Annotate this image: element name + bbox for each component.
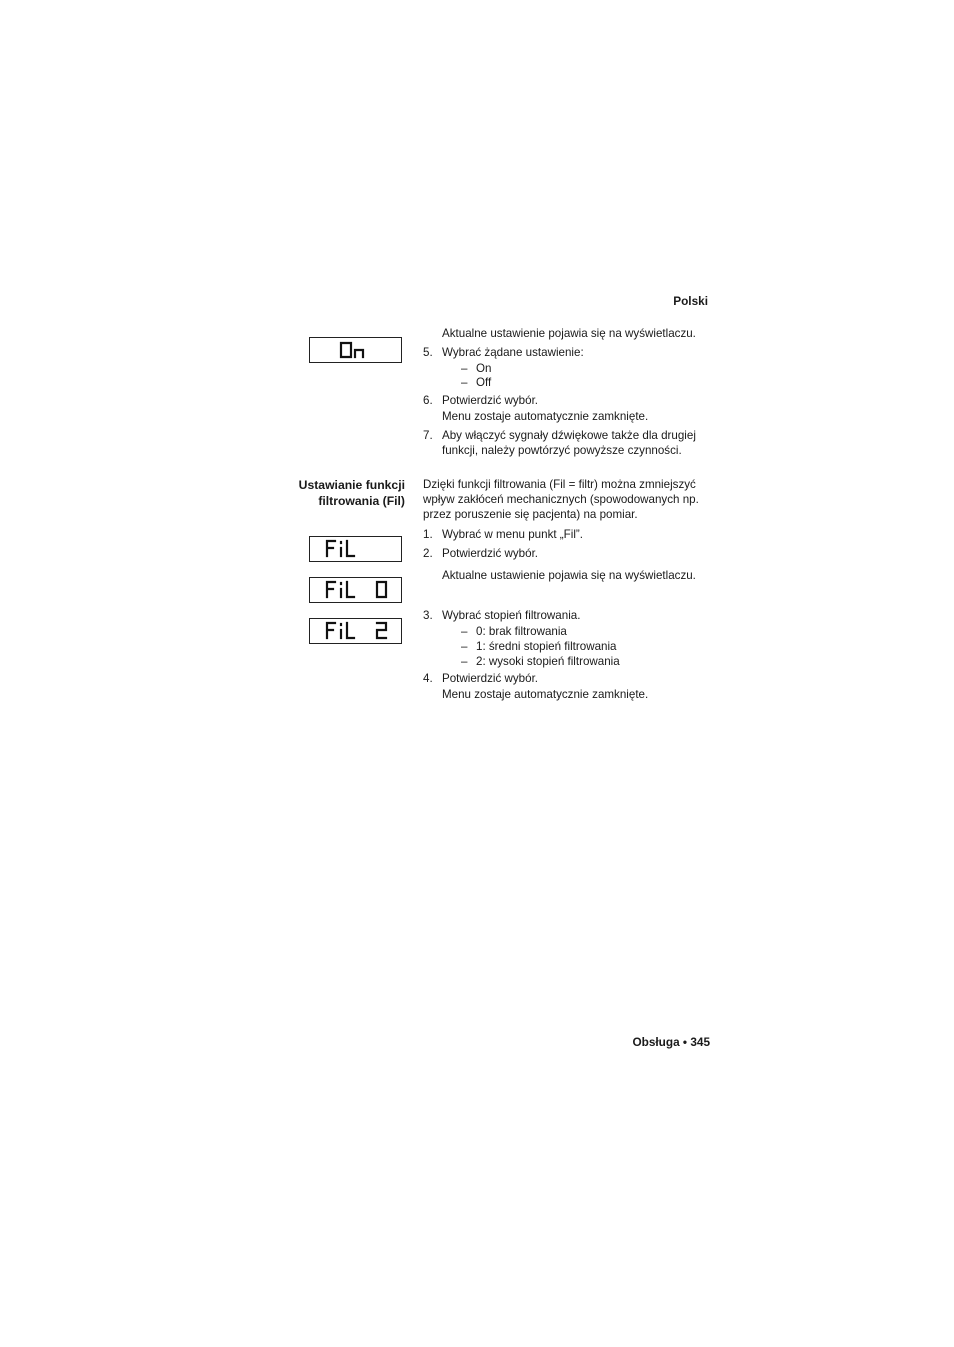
lcd-display-fil bbox=[309, 536, 402, 562]
step-text: funkcji, należy powtórzyć powyższe czynności. bbox=[442, 444, 682, 457]
level-dash: – bbox=[461, 625, 468, 638]
heading-line: Ustawianie funkcji bbox=[298, 478, 405, 492]
step-subtext: Aktualne ustawienie pojawia się na wyświetlaczu. bbox=[442, 569, 696, 582]
step-number: 1. bbox=[423, 528, 433, 541]
step-text: Potwierdzić wybór. bbox=[442, 394, 539, 407]
level-text: 2: wysoki stopień filtrowania bbox=[476, 655, 620, 668]
level-dash: – bbox=[461, 640, 468, 653]
option-on: On bbox=[476, 362, 492, 375]
step-text: Wybrać żądane ustawienie: bbox=[442, 346, 584, 359]
option-dash: – bbox=[461, 362, 468, 375]
step-number: 2. bbox=[423, 547, 433, 560]
step-number: 6. bbox=[423, 394, 433, 407]
step-text: Wybrać stopień filtrowania. bbox=[442, 609, 581, 622]
heading-line: filtrowania (Fil) bbox=[318, 494, 405, 508]
paragraph-line: wpływ zakłóceń mechanicznych (spowodowanych np. bbox=[423, 493, 699, 506]
section-heading bbox=[250, 477, 405, 509]
option-off: Off bbox=[476, 376, 492, 389]
step-subtext: Menu zostaje automatycznie zamknięte. bbox=[442, 688, 649, 701]
option-dash: – bbox=[461, 376, 468, 389]
page-footer: Obsługa • 345 bbox=[632, 1035, 710, 1049]
language-label: Polski bbox=[673, 294, 708, 308]
step-number: 3. bbox=[423, 609, 433, 622]
paragraph-line: przez poruszenie się pacjenta) na pomiar. bbox=[423, 508, 638, 521]
paragraph-line: Dzięki funkcji filtrowania (Fil = filtr) można zmniejszyć bbox=[423, 478, 696, 491]
step-text: Aby włączyć sygnały dźwiękowe także dla drugiej bbox=[442, 429, 696, 442]
step-number: 7. bbox=[423, 429, 433, 442]
step-subtext: Menu zostaje automatycznie zamknięte. bbox=[442, 410, 649, 423]
step-text: Potwierdzić wybór. bbox=[442, 547, 539, 560]
step-text: Wybrać w menu punkt „Fil”. bbox=[442, 528, 583, 541]
step-number: 5. bbox=[423, 346, 433, 359]
lcd-display-on bbox=[309, 337, 402, 363]
lcd-display-fil-0 bbox=[309, 577, 402, 603]
step-text: Potwierdzić wybór. bbox=[442, 672, 539, 685]
level-dash: – bbox=[461, 655, 468, 668]
step-number: 4. bbox=[423, 672, 433, 685]
level-text: 0: brak filtrowania bbox=[476, 625, 567, 638]
lcd-display-fil-2 bbox=[309, 618, 402, 644]
intro-text: Aktualne ustawienie pojawia się na wyświetlaczu. bbox=[442, 327, 696, 340]
level-text: 1: średni stopień filtrowania bbox=[476, 640, 617, 653]
